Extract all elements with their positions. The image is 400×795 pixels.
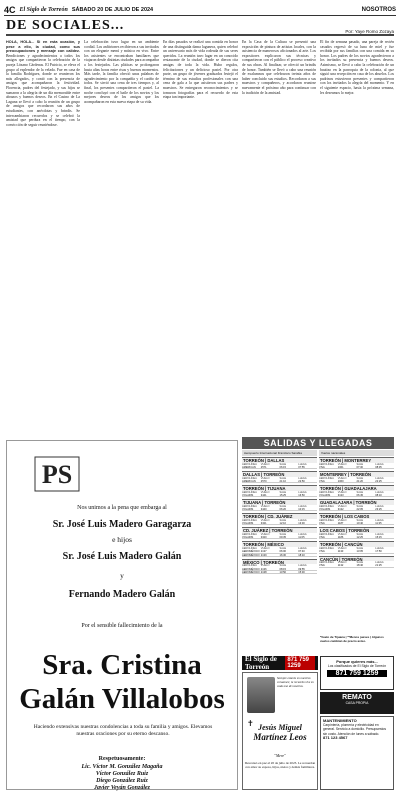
flight-row: [242, 508, 317, 511]
issue-date: SÁBADO 20 DE JULIO DE 2024: [71, 6, 154, 13]
flight-cell: 17:50: [375, 550, 382, 554]
flight-route-title: CANCÚN | TORREÓN: [319, 556, 394, 562]
flight-header-cell: VUELO: [260, 476, 270, 480]
page-number: 4C: [4, 4, 16, 15]
flight-header-cell: LLEGA: [375, 546, 384, 550]
flight-route: [242, 485, 317, 497]
flight-cell: 15:15: [375, 536, 382, 540]
flight-header-cell: VUELO: [337, 462, 347, 466]
classifieds-ad: [320, 656, 394, 690]
flight-cell: 3440: [260, 508, 267, 512]
flight-cell: 18:40: [356, 564, 363, 568]
flight-cell: 07:40: [298, 550, 305, 554]
flight-cell: AMERICAN: [242, 479, 256, 483]
flight-route: [242, 527, 317, 539]
flight-cell: 1060: [337, 479, 344, 483]
flight-header-cell: AEROLÍNEA: [319, 476, 334, 480]
flight-header-cell: SALE: [356, 504, 364, 508]
flight-cell: 07:55: [298, 465, 305, 469]
flight-cell: 11:05: [298, 536, 305, 540]
flight-cell: VIVA: [319, 550, 325, 554]
paper-name: El Siglo de Torreón: [19, 6, 68, 13]
flight-cell: 3132: [337, 508, 344, 512]
flight-cell: 16:30: [279, 553, 286, 557]
flight-header-cell: VUELO: [260, 546, 270, 550]
flight-cell: 13:05: [356, 550, 363, 554]
signer-1: Lic. Víctor M. González Magaña: [81, 764, 163, 770]
flight-header-cell: SALE: [279, 462, 287, 466]
column-body: En la Casa de la Cultura se presentó una exposición de pintura de artistas locales, con la asistencia de numerosos aficionados al arte. Los expositores explicaron sus técnicas y compartieron con el público el proceso creativo de sus obras. Al finalizar, se ofreció un brindis de honor. También se llevó a cabo una reunión de exalumnos que celebraron treinta años de haber concluido sus estudios. Recordaron a sus maestros y compañeros, y acordaron reunirse nuevamente el próximo año para continuar con la tradición de la amistad.: [242, 40, 316, 95]
flight-row: [319, 550, 394, 553]
flight-header-cell: VUELO: [337, 546, 347, 550]
flight-route: [319, 457, 394, 469]
flight-route-title: TORREÓN | CD. JUÁREZ: [242, 513, 317, 519]
flight-route: [319, 513, 394, 525]
flight-route-title: TORREÓN | TIJUANA: [242, 485, 317, 491]
flight-row: [242, 536, 317, 539]
flight-route-title: TORREÓN | CANCÚN: [319, 541, 394, 547]
flight-cell: 08:35: [375, 465, 382, 469]
flight-column-right: [319, 457, 394, 570]
flight-schedule-title: SALIDAS Y LLEGADAS: [242, 437, 394, 449]
flight-header-cell: AEROLÍNEA: [242, 564, 257, 568]
section-label: NOSOTROS: [361, 6, 396, 13]
flight-row: [319, 494, 394, 497]
memorial-photo: [247, 677, 275, 713]
flight-header-cell: AEROLÍNEA: [242, 518, 257, 522]
flight-header-cell: AEROLÍNEA: [242, 504, 257, 508]
memorial-name-line-1: Jesús Miguel: [258, 723, 302, 732]
flight-row: [242, 466, 317, 469]
flight-cell: VOLARIS: [319, 508, 331, 512]
flight-header-cell: AEROLÍNEA: [242, 462, 257, 466]
flight-cell: AEROMÉXICO: [242, 550, 260, 554]
flight-cell: 2137: [260, 550, 267, 554]
flight-header-cell: AEROLÍNEA: [242, 476, 257, 480]
ad-phone: 871 759 1259: [285, 656, 315, 670]
flight-header-cell: AEROLÍNEA: [319, 546, 334, 550]
ad-paper-name: El Siglo de Torreón: [245, 655, 277, 671]
flight-header-cell: AEROLÍNEA: [319, 504, 334, 508]
flight-header-cell: AEROLÍNEA: [242, 546, 257, 550]
flight-subheader-left: Aeropuerto Internacional Francisco Sarabia: [242, 450, 317, 456]
flight-cell: 06:20: [279, 508, 286, 512]
column-lead: HOLA, HOLA... Si en esta ocasión, y pese a ello, la ciudad, como sus preocupaciones y mensaje con calidez.: [6, 40, 80, 54]
flight-header-cell: VUELO: [337, 504, 347, 508]
flight-header-cell: AEROLÍNEA: [319, 462, 334, 466]
flight-header-cell: LLEGA: [375, 561, 384, 565]
flight-header-cell: LLEGA: [298, 532, 307, 536]
flight-header-cell: AEROLÍNEA: [319, 532, 334, 536]
signer-4: Javier Veyán González: [94, 785, 150, 791]
flight-row: [319, 466, 394, 469]
flight-header-cell: VUELO: [337, 490, 347, 494]
flight-route-title: TORREÓN | LOS CABOS: [319, 513, 394, 519]
flight-cell: 2136: [260, 567, 267, 571]
flight-route: [319, 485, 394, 497]
flight-cell: 1186: [337, 536, 344, 540]
remato-ad-headline: REMATO: [342, 694, 372, 701]
remato-ad-text: CASA PROPIA: [345, 701, 369, 705]
flight-cell: 2570: [260, 479, 267, 483]
flight-cell: 12:25: [356, 536, 363, 540]
flight-header-cell: LLEGA: [375, 532, 384, 536]
flight-cell: 3441: [260, 494, 267, 498]
flight-route: [319, 527, 394, 539]
flight-header-cell: LLEGA: [298, 504, 307, 508]
flight-cell: 11:35: [375, 522, 382, 526]
flight-cell: 22:05: [356, 508, 363, 512]
flight-cell: VOLARIS: [319, 494, 331, 498]
flight-cell: VOLARIS: [242, 494, 254, 498]
memorial-alias: "Mere": [274, 753, 286, 758]
flight-header-cell: VUELO: [260, 462, 270, 466]
flight-cell: 2571: [260, 465, 267, 469]
flight-row: [319, 508, 394, 511]
flight-cell: 13:50: [279, 570, 286, 574]
flight-cell: AMERICAN: [242, 465, 256, 469]
flight-row: [242, 494, 317, 497]
flight-cell: 18:10: [298, 553, 305, 557]
flight-header-cell: LLEGA: [298, 462, 307, 466]
byline: Por: Yaye Romo Zozaya: [345, 29, 394, 34]
flight-cell: 06:00: [279, 550, 286, 554]
flight-header-cell: VUELO: [337, 561, 347, 565]
flight-row: [242, 522, 317, 525]
flight-header-cell: LLEGA: [375, 518, 384, 522]
flight-cell: 08:15: [279, 567, 286, 571]
flight-cell: 16:50: [298, 494, 305, 498]
siglo-phone-ad: [242, 656, 318, 670]
flight-header-cell: SALE: [279, 476, 287, 480]
flight-cell: 13:30: [298, 522, 305, 526]
flight-route: [319, 499, 394, 511]
flight-column-left: [242, 457, 317, 576]
flight-cell: 15:30: [298, 570, 305, 574]
flight-row: [242, 480, 317, 483]
flight-header-cell: VUELO: [260, 504, 270, 508]
flight-cell: 2138: [260, 570, 267, 574]
flight-header-cell: LLEGA: [298, 490, 307, 494]
flight-cell: 12:10: [279, 522, 286, 526]
flight-header-cell: VUELO: [337, 532, 347, 536]
flight-cell: 3321: [260, 522, 267, 526]
column-body: La celebración tuvo lugar en un ambiente cordial. Los anfitriones recibieron a sus invitados con un elegante menú y música en vivo. Entre los asistentes se encontraban familiares que viajaron desde distintas ciudades para acompañar a los festejados. Las pláticas se prolongaron hasta altas horas entre risas y buenos momentos. Más tarde, la familia ofreció unas palabras de agradecimiento por la compañía y el cariño de todos. Se sirvió una cena de tres tiempos y, al final, los presentes compartieron el pastel. La noche concluyó con el baile de los novios y los mejores deseos de los amigos que los acompañaron en esta nueva etapa de su vida.: [84, 40, 159, 104]
flight-cell: 08:10: [375, 494, 382, 498]
flight-route: [319, 471, 394, 483]
flight-cell: 1133: [337, 550, 344, 554]
remato-ad: [320, 692, 394, 714]
mourner-name-2: Sr. José Luis Madero Galán: [62, 551, 182, 562]
flight-route-title: CD. JUÁREZ | TORREÓN: [242, 527, 317, 533]
flight-cell: 07:30: [356, 465, 363, 469]
flight-header-cell: LLEGA: [298, 564, 307, 568]
flight-route: [242, 471, 317, 483]
flight-header-cell: VUELO: [260, 490, 270, 494]
flight-cell: 21:25: [375, 564, 382, 568]
flight-route-title: MÉXICO | TORREÓN: [242, 559, 317, 565]
article-column-4: [242, 40, 316, 435]
obituary-por: Por el sensible fallecimiento de la: [81, 623, 163, 629]
flight-row: [319, 536, 394, 539]
flight-header-cell: SALE: [356, 532, 364, 536]
flight-cell: 3320: [260, 536, 267, 540]
condolence-message: Haciendo extensivas nuestras condolencias a toda su familia y amigos. Elevamos nuestras oraciones por su eterno descanso.: [33, 724, 213, 737]
flight-cell: VIVA: [319, 465, 325, 469]
service-ad: [320, 716, 394, 790]
flight-route: [242, 513, 317, 525]
mourner-connector-1: e hijos: [112, 535, 132, 544]
flight-header-cell: LLEGA: [298, 476, 307, 480]
flight-row: [319, 522, 394, 525]
flight-header-cell: SALE: [279, 532, 287, 536]
memorial-name: [243, 723, 317, 742]
flight-header-cell: SALE: [356, 546, 364, 550]
flight-route: [242, 457, 317, 469]
masthead: [4, 4, 396, 16]
flight-header-cell: LLEGA: [298, 518, 307, 522]
flight-cell: 22:25: [375, 479, 382, 483]
flight-route-title: TORREÓN | DALLAS: [242, 457, 317, 463]
flight-cell: VIVA: [319, 479, 325, 483]
flight-cell: 09:55: [298, 567, 305, 571]
flight-header-cell: AEROLÍNEA: [242, 490, 257, 494]
flight-header-cell: AEROLÍNEA: [242, 532, 257, 536]
flight-cell: 3133: [337, 494, 344, 498]
flight-header-cell: AEROLÍNEA: [319, 490, 334, 494]
flight-header-cell: SALE: [356, 518, 364, 522]
flight-header-cell: VUELO: [337, 518, 347, 522]
flight-row: [319, 564, 394, 567]
flight-route: [319, 541, 394, 553]
mourner-name-1: Sr. José Luis Madero Garagarza: [52, 519, 192, 530]
flight-schedule: [242, 437, 394, 653]
obituary-notice: [6, 440, 238, 790]
flight-cell: 22:50: [298, 479, 305, 483]
flight-subheader-right: Vuelos nacionales: [319, 450, 394, 456]
flight-header-cell: VUELO: [337, 476, 347, 480]
flight-header-cell: SALE: [279, 564, 287, 568]
flight-route-title: TORREÓN | MÉXICO: [242, 541, 317, 547]
column-body: Bendiciones y agradecimientos a todos los amigos que compartieron la celebración de la pareja Lózano Cárdenas. El Patricio, se eleva el grupo al esplendor de la velada. Fue en casa de la familia Rodríguez, donde se reunieron los más allegados, y contó con la presencia de amigos que acompañaron la festividad. Florencia, padres del festejado, y sus hijos se sumaron a la alegría de un día memorable entre abrazos y buenos deseos. En el Casino de La Laguna se llevó a cabo la reunión de un grupo de amigos que recordaron sus años de estudiantes, con anécdotas y brindis. Se intercambiaron recuerdos y se celebró la amistad que perdura en el tiempo, con la convicción de seguir reuniéndose.: [6, 53, 80, 127]
mourner-connector-2: y: [120, 571, 124, 580]
deceased-name-line-1: Sra. Cristina: [42, 649, 202, 681]
flight-header-cell: SALE: [279, 490, 287, 494]
flight-header-cell: AEROLÍNEA: [319, 518, 334, 522]
flight-cell: 1061: [337, 465, 344, 469]
flight-route-title: DALLAS | TORREÓN: [242, 471, 317, 477]
flight-route-title: LOS CABOS | TORREÓN: [319, 527, 394, 533]
flight-cell: 09:35: [279, 536, 286, 540]
flight-header-cell: LLEGA: [375, 490, 384, 494]
flight-cell: AEROMÉXICO: [242, 567, 260, 571]
flight-cell: VOLARIS: [242, 536, 254, 540]
flight-header-cell: VUELO: [260, 518, 270, 522]
flight-header-cell: LLEGA: [375, 476, 384, 480]
flight-route-title: GUADALAJARA | TORREÓN: [319, 499, 394, 505]
flight-row: [242, 571, 317, 574]
flight-header-cell: LLEGA: [375, 504, 384, 508]
flight-cell: 10:15: [298, 508, 305, 512]
flight-cell: VIVA: [319, 536, 325, 540]
memorial-notice: [242, 672, 318, 790]
flight-cell: AEROMÉXICO: [242, 570, 260, 574]
flight-header-cell: SALE: [279, 518, 287, 522]
flight-route-title: MONTERREY | TORREÓN: [319, 471, 394, 477]
flight-cell: 1187: [337, 522, 344, 526]
flight-cell: 06:15: [279, 465, 286, 469]
flight-header-cell: SALE: [356, 462, 364, 466]
flight-route-title: TORREÓN | GUADALAJARA: [319, 485, 394, 491]
article-column-1: [6, 40, 80, 435]
flight-cell: 06:45: [356, 494, 363, 498]
flight-header-cell: VUELO: [260, 532, 270, 536]
column-body: El fin de semana pasado, una pareja de recién casados regresó de su luna de miel y fue recibida por sus familias con una comida en su honor. Los padres de los novios agradecieron a los invitados su presencia y buenos deseos. Asimismo, se llevó a cabo la celebración de un bautizo en la parroquia de la colonia, al que siguió una recepción en casa de los abuelos. Los padrinos estuvieron presentes y compartieron con los invitados la alegría del momento. Y en el siguiente espacio, hasta la próxima semana, les deseamos lo mejor.: [320, 40, 394, 95]
article-column-2: [84, 40, 159, 435]
flight-cell: 15:25: [279, 494, 286, 498]
flight-row: [319, 480, 394, 483]
service-ad-title: MANTENIMIENTO: [323, 718, 357, 723]
classifieds-ad-text: Los clasificados de El Siglo de Torreón: [327, 664, 387, 668]
deceased-name-line-2: Galán Villalobos: [19, 683, 225, 715]
flight-route: [242, 541, 317, 556]
flight-header-cell: SALE: [279, 546, 287, 550]
flight-cell: 10:40: [356, 522, 363, 526]
section-title: DE SOCIALES...: [6, 18, 125, 33]
classifieds-ad-phone: 871 759 1259: [327, 670, 387, 677]
mourner-name-3: Fernando Madero Galán: [68, 589, 176, 600]
flight-header-cell: SALE: [279, 504, 287, 508]
article-column-5: [320, 40, 394, 435]
flight-header-cell: LLEGA: [375, 462, 384, 466]
flight-cell: VIVA: [319, 564, 325, 568]
respectfully-label: Respetuosamente:: [98, 756, 146, 762]
flight-row: [242, 554, 317, 557]
flight-cell: 2139: [260, 553, 267, 557]
flight-header-cell: SALE: [356, 490, 364, 494]
flight-cell: 1132: [337, 564, 344, 568]
flight-cell: VIVA: [319, 522, 325, 526]
service-ad-phone: 871 123 4567: [323, 734, 348, 740]
obituary-lead: Nos unimos a la pena que embarga al: [77, 505, 167, 511]
flight-header-cell: LLEGA: [298, 546, 307, 550]
company-logo-icon: [33, 453, 81, 497]
flight-cell: AEROMÉXICO: [242, 553, 260, 557]
flight-header-cell: AEROLÍNEA: [319, 561, 334, 565]
classifieds-ad-headline: Porque quieres más...: [336, 659, 378, 664]
flight-cell: VOLARIS: [242, 522, 254, 526]
flight-cell: 23:25: [375, 508, 382, 512]
flight-cell: VOLARIS: [242, 508, 254, 512]
flight-note: *Vuelo de Tijuana | **Menos jueves | Algunos vuelos cambian de precio aviso.: [320, 635, 384, 643]
flight-header-cell: SALE: [356, 561, 364, 565]
article-column-3: [163, 40, 238, 435]
flight-route: [242, 559, 317, 574]
memorial-name-line-2: Martínez Leos: [253, 732, 307, 742]
service-ad-body: Carpintería, plomería y electricidad en general. Servicio a domicilio. Presupuestos sin costo. Atención de lunes a sábado.: [323, 723, 387, 736]
flight-cell: 21:10: [279, 479, 286, 483]
signer-2: Víctor González Ruiz: [95, 771, 149, 777]
flight-route: [242, 499, 317, 511]
flight-header-cell: SALE: [356, 476, 364, 480]
flight-header-cell: VUELO: [260, 564, 270, 568]
flight-cell: 21:20: [356, 479, 363, 483]
section-header: [6, 18, 394, 36]
memorial-quote: Siempre estarás en nuestros corazones; tu recuerdo vive en cada uno de nosotros.: [277, 676, 314, 688]
cross-icon: ✝: [247, 719, 254, 728]
memorial-dates: Descansó en paz el 20 de julio de 2023. Le recuerdan con amor su esposa, hijos, nietos y demás familiares.: [244, 761, 316, 770]
flight-route: [319, 556, 394, 568]
flight-route-title: TIJUANA | TORREÓN: [242, 499, 317, 505]
signer-3: Diego González Ruiz: [96, 778, 148, 784]
svg-text:PS: PS: [41, 460, 73, 489]
flight-route-title: TORREÓN | MONTERREY: [319, 457, 394, 463]
column-body: En días pasados se realizó una comida en honor de una distinguida dama lagunera, quien celebró un aniversario más de vida rodeada de sus seres queridos. La reunión tuvo lugar en un conocido restaurante de la ciudad, donde se dieron cita amigas de toda la vida. Hubo regalos, felicitaciones y un delicioso pastel. Por otra parte, un grupo de jóvenes graduados festejó el término de sus estudios profesionales con una cena de gala a la que asistieron sus padres y maestros. Se entregaron reconocimientos y se tomaron fotografías para el recuerdo de esta etapa tan importante.: [163, 40, 238, 100]
